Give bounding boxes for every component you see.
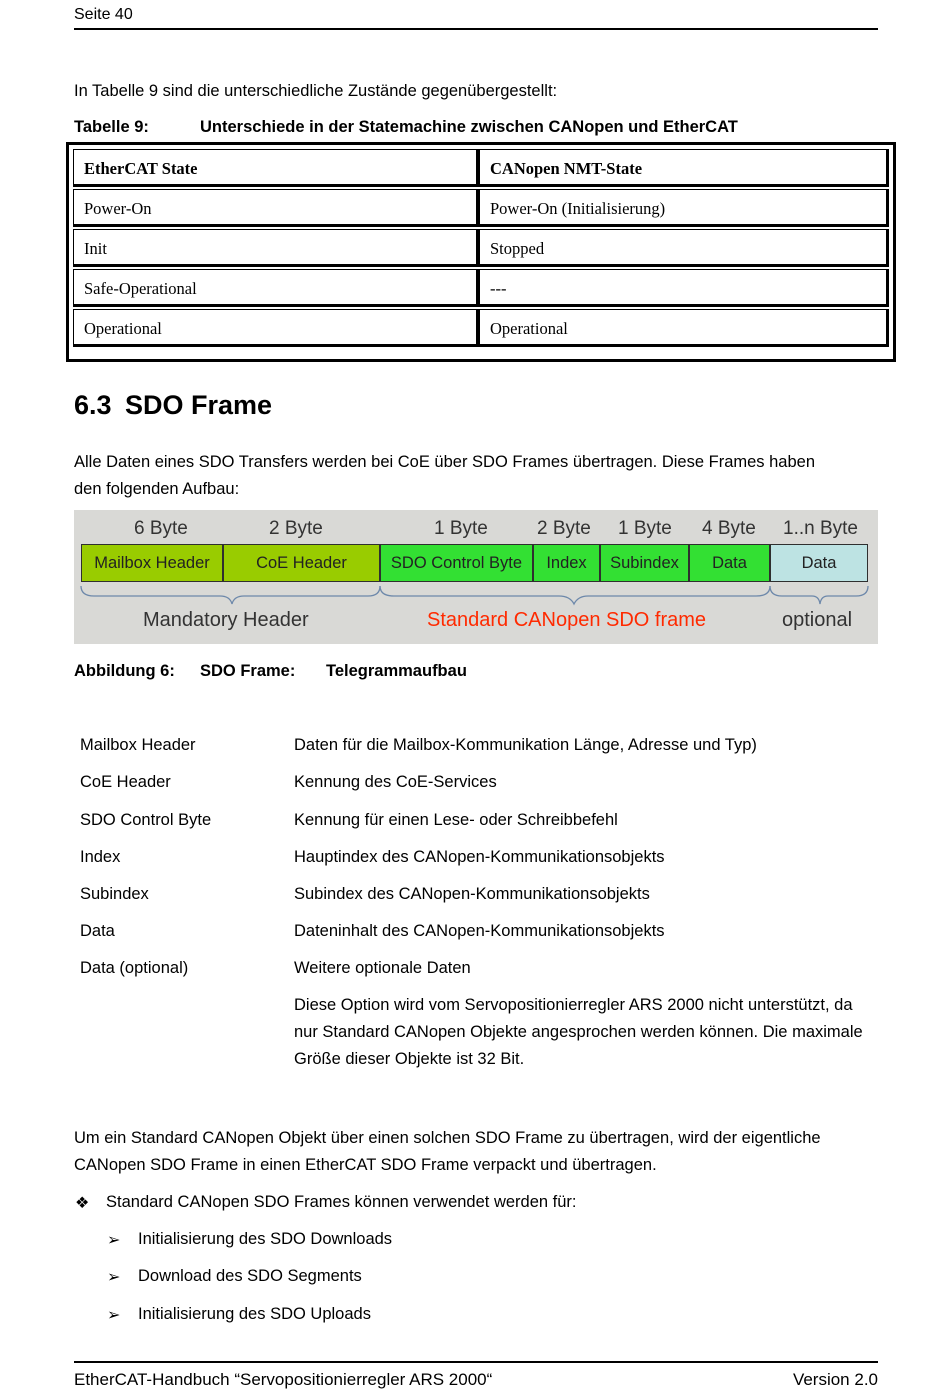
arrow-bullet-icon: ➢: [107, 1269, 121, 1286]
size-label: 1 Byte: [434, 518, 488, 539]
list-item: Initialisierung des SDO Downloads: [138, 1230, 393, 1248]
footer-version: Version 2.0: [792, 1370, 878, 1389]
figure-caption-part2: Telegrammaufbau: [326, 662, 467, 680]
paragraph-line: Um ein Standard CANopen Objekt über einen solchen SDO Frame zu übertragen, wird der eigentliche: [74, 1129, 821, 1147]
definition-term: Data: [80, 922, 115, 940]
definition-desc: Daten für die Mailbox-Kommunikation Länge, Adresse und Typ): [294, 736, 757, 754]
size-label: 2 Byte: [537, 518, 591, 539]
size-label: 4 Byte: [702, 518, 756, 539]
footer-title: EtherCAT-Handbuch “Servopositionierregler ARS 2000“: [74, 1370, 493, 1389]
arrow-bullet-icon: ➢: [107, 1307, 121, 1324]
closing-paragraph: [74, 1125, 884, 1179]
definition-desc: Kennung des CoE-Services: [294, 773, 497, 791]
table-cell: Operational: [73, 309, 479, 347]
bullet-text: Standard CANopen SDO Frames können verwendet werden für:: [106, 1193, 577, 1211]
group-label-mandatory: Mandatory Header: [143, 609, 309, 631]
table-header-canopen: CANopen NMT-State: [479, 149, 889, 187]
definition-term: Index: [80, 848, 121, 866]
box-data: Data: [689, 544, 770, 582]
arrow-bullet-icon: ➢: [107, 1232, 121, 1249]
paragraph-line: Alle Daten eines SDO Transfers werden bei CoE über SDO Frames übertragen. Diese Frames haben: [74, 453, 816, 471]
section-heading: [74, 390, 272, 421]
definition-desc: Weitere optionale Daten: [294, 959, 471, 977]
table-cell: Safe-Operational: [73, 269, 479, 307]
section-number: 6.3: [74, 390, 112, 420]
box-data-optional: Data: [770, 544, 868, 582]
box-coe-header: CoE Header: [223, 544, 380, 582]
definition-term: Data (optional): [80, 959, 189, 977]
table-caption-label: Tabelle 9:: [74, 118, 149, 136]
box-mailbox-header: Mailbox Header: [81, 544, 223, 582]
table-caption: [74, 118, 738, 137]
sdo-frame-diagram: [74, 510, 878, 644]
figure-caption: [74, 662, 467, 681]
section-title: SDO Frame: [125, 390, 273, 420]
header-rule: [74, 28, 878, 30]
list-item: Download des SDO Segments: [138, 1267, 362, 1285]
definition-term: CoE Header: [80, 773, 171, 791]
footer-rule: [74, 1361, 878, 1363]
table-cell: Operational: [479, 309, 889, 347]
paragraph-line: CANopen SDO Frame in einen EtherCAT SDO Frame verpackt und übertragen.: [74, 1156, 657, 1174]
size-label: 6 Byte: [134, 518, 188, 539]
bullet-diamond-icon: ❖: [75, 1195, 90, 1212]
paragraph-line: den folgenden Aufbau:: [74, 480, 240, 498]
definition-desc: Dateninhalt des CANopen-Kommunikationsobjekts: [294, 922, 665, 940]
table-cell: Stopped: [479, 229, 889, 267]
group-label-optional: optional: [782, 609, 853, 631]
table-cell: Power-On: [73, 189, 479, 227]
table-cell: Init: [73, 229, 479, 267]
definition-desc: Hauptindex des CANopen-Kommunikationsobjekts: [294, 848, 665, 866]
size-label: 1..n Byte: [783, 518, 858, 539]
page-number: Seite 40: [74, 6, 133, 23]
group-label-standard-sdo: Standard CANopen SDO frame: [427, 609, 707, 631]
box-index: Index: [533, 544, 600, 582]
list-item: Initialisierung des SDO Uploads: [138, 1305, 371, 1323]
definition-term: SDO Control Byte: [80, 811, 212, 829]
table-cell: Power-On (Initialisierung): [479, 189, 889, 227]
intro-text: In Tabelle 9 sind die unterschiedliche Zustände gegenübergestellt:: [74, 82, 558, 100]
definition-term: Mailbox Header: [80, 736, 196, 754]
table-header-ethercat: EtherCAT State: [73, 149, 479, 187]
box-sdo-control-byte: SDO Control Byte: [380, 544, 533, 582]
definition-note: Diese Option wird vom Servopositionierregler ARS 2000 nicht unterstützt, da nur Standard CANopen Objekte angesprochen werden können. Die maximale Größe dieser Objekte ist 32 Bit.: [294, 996, 863, 1068]
figure-caption-label: Abbildung 6:: [74, 662, 175, 680]
figure-caption-part1: SDO Frame:: [200, 662, 296, 680]
definition-desc: Subindex des CANopen-Kommunikationsobjekts: [294, 885, 650, 903]
state-table: [66, 142, 896, 362]
box-subindex: Subindex: [600, 544, 689, 582]
table-caption-title: Unterschiede in der Statemachine zwischen CANopen und EtherCAT: [200, 118, 738, 136]
size-label: 2 Byte: [269, 518, 323, 539]
table-cell: ---: [479, 269, 889, 307]
definition-term: Subindex: [80, 885, 149, 903]
section-paragraph: [74, 449, 884, 503]
definition-desc: Kennung für einen Lese- oder Schreibbefehl: [294, 811, 618, 829]
size-label: 1 Byte: [618, 518, 672, 539]
